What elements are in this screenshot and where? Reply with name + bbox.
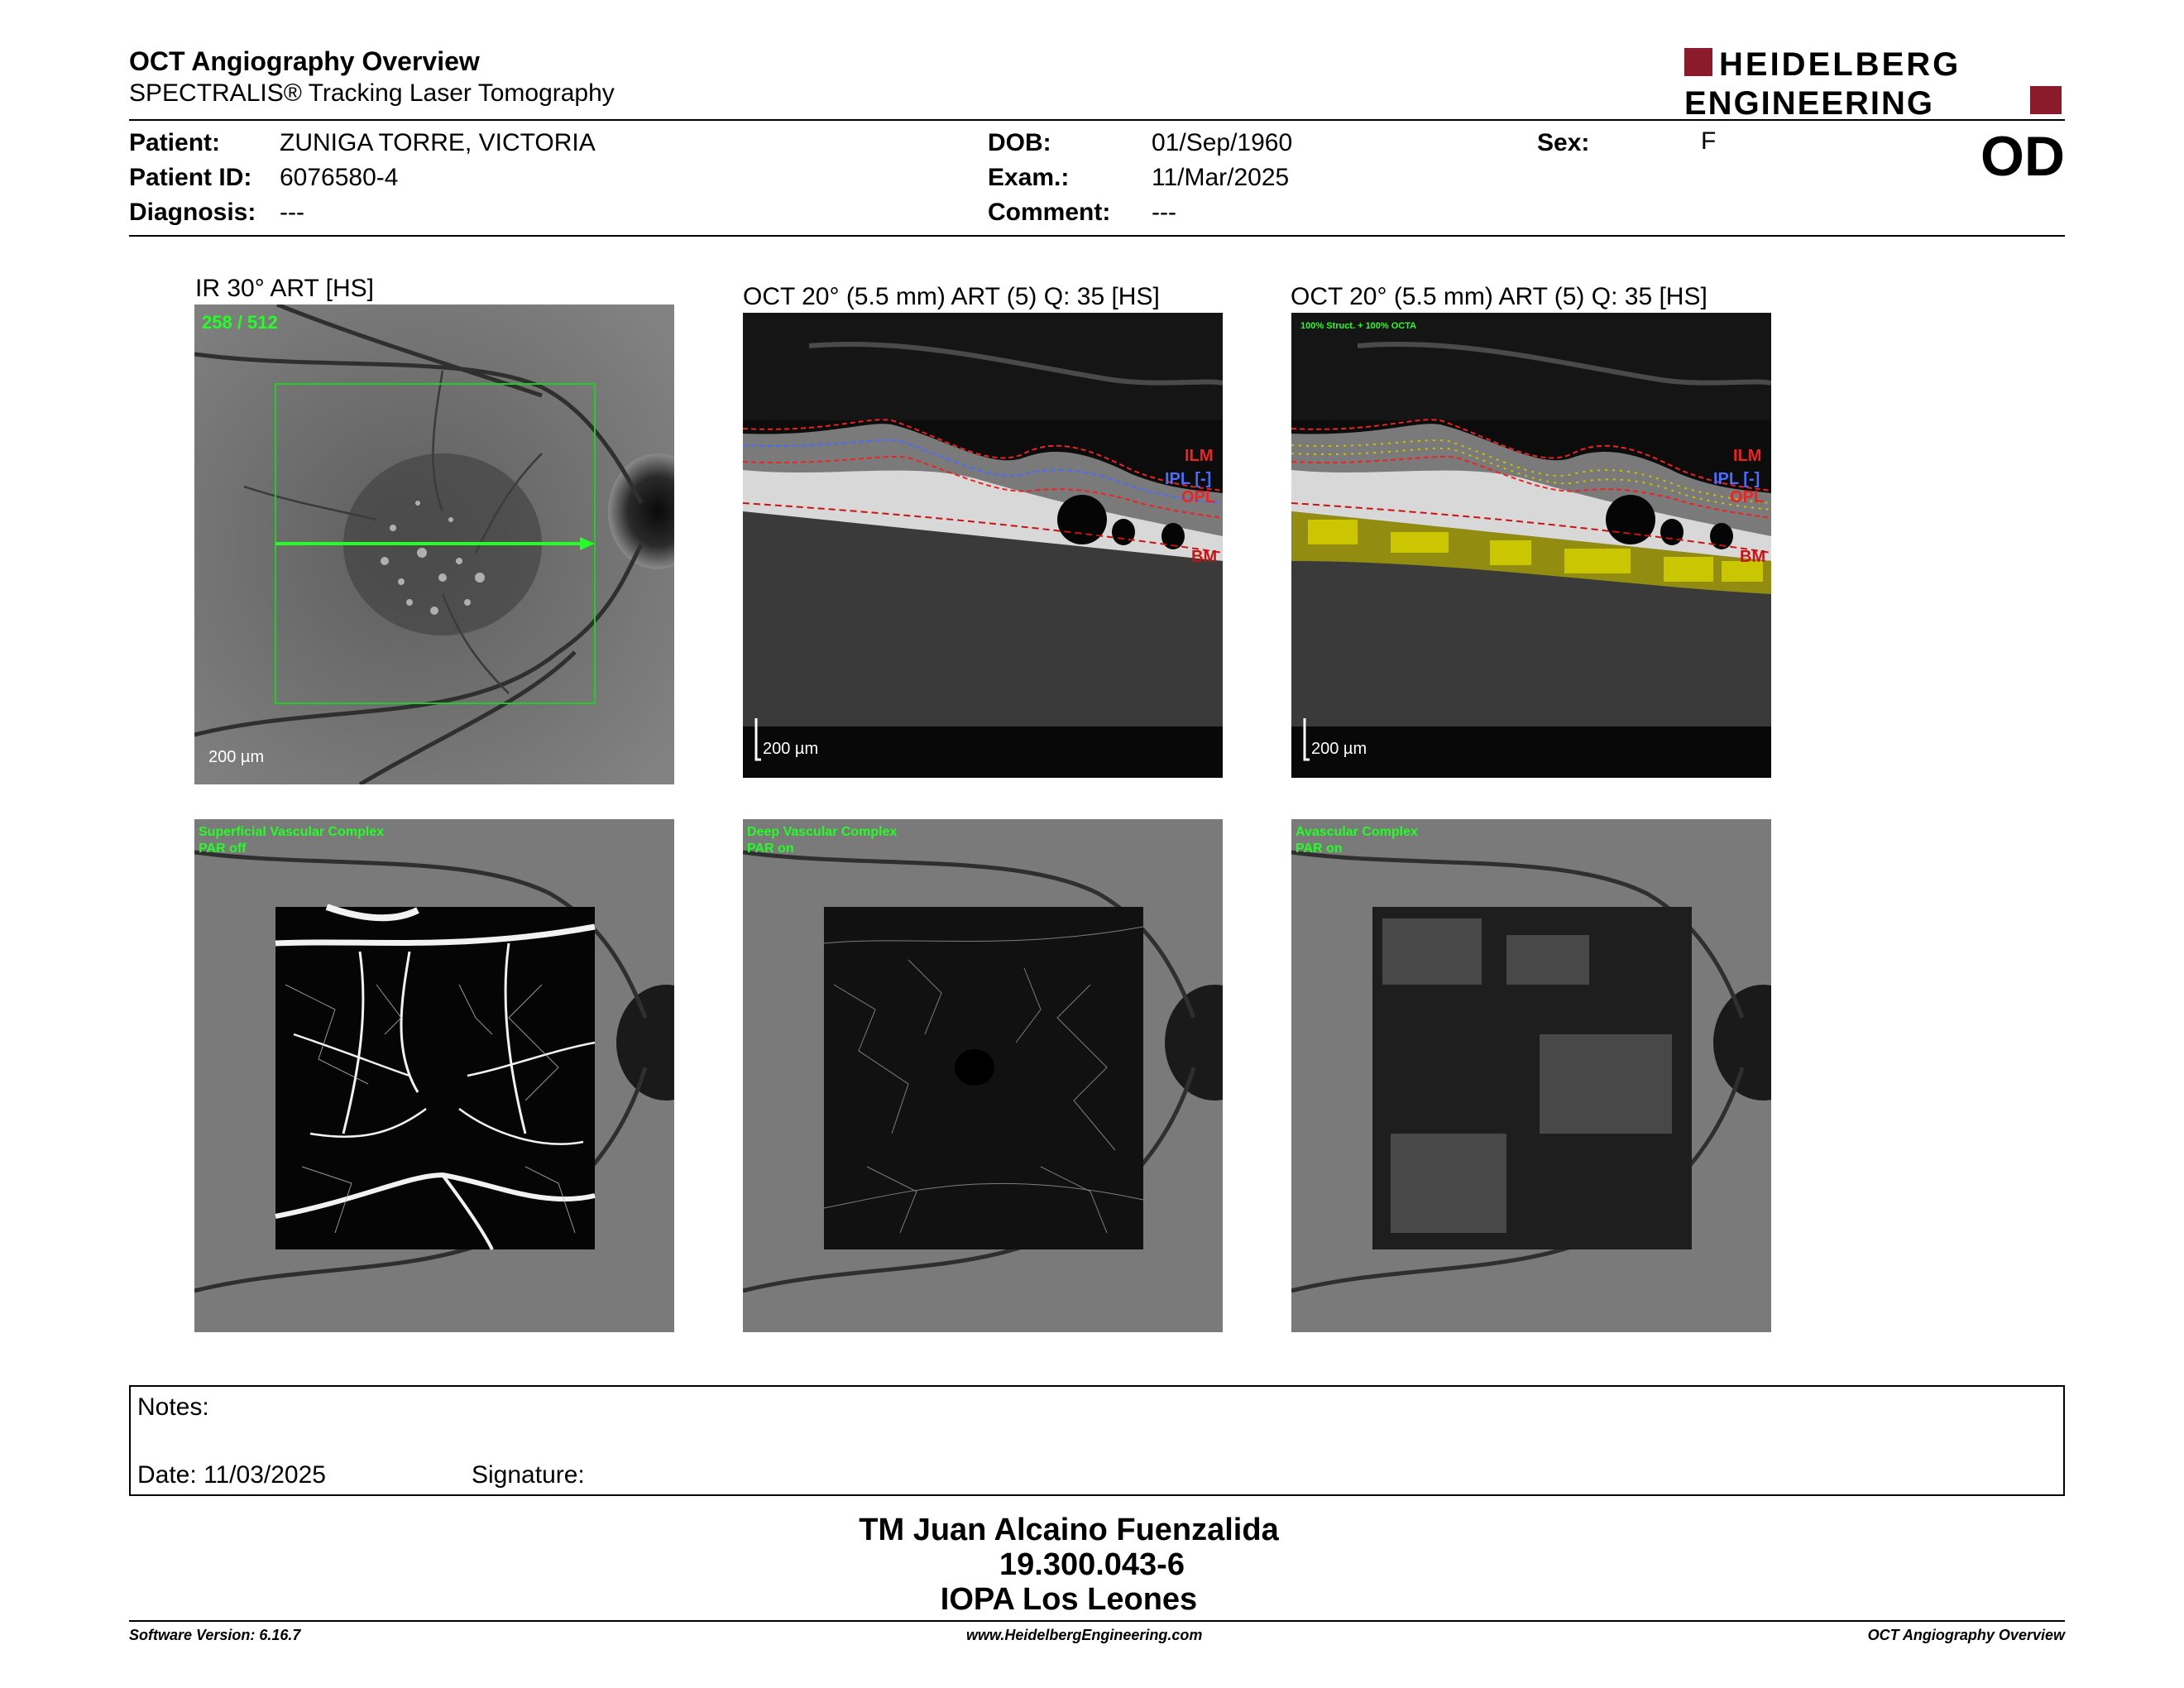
comment-label: Comment: <box>988 199 1111 226</box>
report-title: OCT Angiography Overview <box>129 46 480 76</box>
sex-label: Sex: <box>1537 129 1590 156</box>
report-name-footer: OCT Angiography Overview <box>1867 1627 2065 1643</box>
dvc-title: Deep Vascular Complex <box>747 825 898 839</box>
oct2-layer-opl: OPL <box>1730 488 1765 506</box>
oct1-scale-bar: 200 µm <box>763 740 819 758</box>
ir-fundus-image <box>194 305 674 784</box>
oct1-layer-ipl: IPL [-] <box>1165 470 1212 488</box>
dvc-par: PAR on <box>747 842 794 856</box>
oct2-layer-ilm: ILM <box>1733 447 1762 465</box>
comment-value: --- <box>1152 199 1176 226</box>
svc-title: Superficial Vascular Complex <box>199 825 385 839</box>
oct1-layer-opl: OPL <box>1181 488 1216 506</box>
stamp-name: TM Juan Alcaino Fuenzalida <box>859 1513 1279 1547</box>
avc-par: PAR on <box>1296 842 1343 856</box>
avascular-complex-image <box>1291 819 1771 1332</box>
oct2-scale-bar: 200 µm <box>1311 740 1367 758</box>
avc-title: Avascular Complex <box>1296 825 1418 839</box>
patient-id: 6076580-4 <box>280 164 399 191</box>
deep-vascular-image <box>743 819 1223 1332</box>
logo-line1: HEIDELBERG <box>1719 46 1961 83</box>
dob-value: 01/Sep/1960 <box>1152 129 1293 156</box>
sex-value: F <box>1701 127 1717 155</box>
oct2-layer-ipl: IPL [-] <box>1713 470 1760 488</box>
header-rule-top <box>129 119 2065 121</box>
ir-scale-bar: 200 µm <box>208 748 265 766</box>
superficial-vascular-image <box>194 819 674 1332</box>
ir-caption: IR 30° ART [HS] <box>195 275 374 302</box>
notes-box <box>129 1385 2065 1496</box>
oct2-layer-bm: BM <box>1740 548 1766 566</box>
notes-label: Notes: <box>137 1393 209 1421</box>
website-link[interactable]: www.HeidelbergEngineering.com <box>966 1627 1203 1643</box>
exam-label: Exam.: <box>988 164 1070 191</box>
patient-id-label: Patient ID: <box>129 164 252 191</box>
oct-bscan-structural <box>743 313 1223 778</box>
stamp-institution: IOPA Los Leones <box>940 1582 1198 1617</box>
footer-rule <box>129 1620 2065 1622</box>
signature-label: Signature: <box>472 1461 585 1489</box>
logo-line2: ENGINEERING <box>1684 85 1935 119</box>
diagnosis-value: --- <box>280 199 304 226</box>
oct1-layer-bm: BM <box>1191 548 1218 566</box>
software-version: Software Version: 6.16.7 <box>129 1627 301 1643</box>
exam-value: 11/Mar/2025 <box>1152 164 1290 191</box>
patient-name: ZUNIGA TORRE, VICTORIA <box>280 129 596 156</box>
oct1-layer-ilm: ILM <box>1185 447 1214 465</box>
heidelberg-logo <box>1684 45 2065 119</box>
eye-indicator: OD <box>1980 125 2065 188</box>
oct2-overlay-mode: 100% Struct. + 100% OCTA <box>1300 321 1417 331</box>
dob-label: DOB: <box>988 129 1051 156</box>
scan-position-overlay: 258 / 512 <box>202 312 278 333</box>
svc-par: PAR off <box>199 842 247 856</box>
diagnosis-label: Diagnosis: <box>129 199 256 226</box>
report-subtitle: SPECTRALIS® Tracking Laser Tomography <box>129 79 615 107</box>
patient-label: Patient: <box>129 129 221 156</box>
oct-bscan-octa-overlay <box>1291 313 1771 778</box>
header-rule-bottom <box>129 235 2065 237</box>
notes-date: Date: 11/03/2025 <box>137 1461 326 1489</box>
stamp-id: 19.300.043-6 <box>999 1547 1185 1582</box>
oct2-caption: OCT 20° (5.5 mm) ART (5) Q: 35 [HS] <box>1291 283 1707 310</box>
oct1-caption: OCT 20° (5.5 mm) ART (5) Q: 35 [HS] <box>743 283 1160 310</box>
